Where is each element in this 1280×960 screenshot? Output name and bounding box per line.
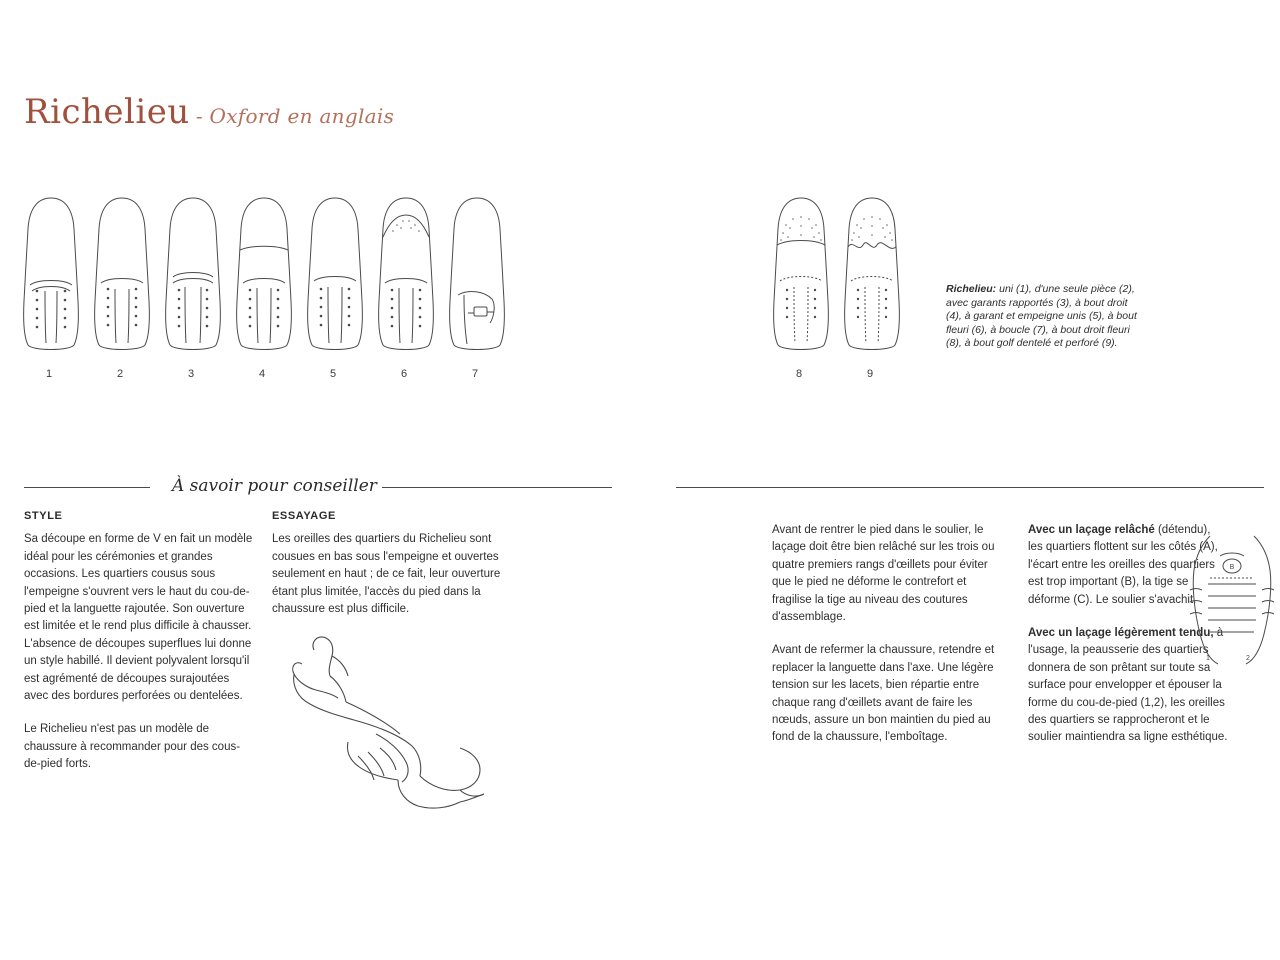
svg-text:2: 2 [1246,655,1250,662]
lacing-left-paragraph-2: Avant de refermer la chaussure, retendre et replacer la languette dans l'axe. Une légère tension sur les lacets, bien répartie entre chaque rang d'œillets avant de faire les nœuds, assure un bon maintien du pied au fond de la chaussure, l'emboîtage. [772,644,995,744]
section-heading: À savoir pour conseiller [164,476,385,496]
figure-number: 9 [867,368,874,380]
shoe-figures-right [768,195,938,355]
column-heading-essayage: ESSAYAGE [272,510,336,522]
figure-number: 3 [188,368,195,380]
figure-number: 5 [330,368,337,380]
column-heading-style: STYLE [24,510,63,522]
lacing-tension-diagram [1180,530,1280,670]
figure-number: 4 [259,368,266,380]
figure-numbers-right [768,368,938,384]
column-lacing-left [772,522,1004,747]
figure-caption-lead: Richelieu: [946,283,997,295]
lacing-right-lead-1: Avec un laçage relâché [1028,524,1155,536]
divider-rule [382,487,612,488]
page-title [24,92,394,132]
figure-number: 1 [46,368,53,380]
lacing-right-text-1: (détendu), les quartiers flottent sur les côtés (A), l'écart entre les oreilles des quartiers est trop important (B), la tige se déforme (C). Le soulier s'avachit. [1028,524,1218,606]
shoe-figure-7 [444,195,510,353]
divider-rule [24,487,150,488]
figure-number: 7 [472,368,479,380]
lacing-left-paragraph-1: Avant de rentrer le pied dans le soulier, le laçage doit être bien relâché sur les trois ou quatre premiers rangs d'œillets pour éviter que le pied ne déforme le contrefort et fragilise la tige au niveau des coutures d'assemblage. [772,524,995,624]
figure-number: 8 [796,368,803,380]
shoe-figure-6 [373,195,439,353]
essayage-paragraph-1: Les oreilles des quartiers du Richelieu sont cousues en bas sous l'empeigne et ouvertes seulement en haut ; de ce fait, leur ouverture étant plus limitée, l'accès du pied dans la chaussure est plus difficile. [272,533,501,616]
shoe-figure-5 [302,195,368,353]
style-paragraph-2: Le Richelieu n'est pas un modèle de chaussure à recommander pour des cous-de-pied forts. [24,723,241,771]
section-divider-right [676,478,1264,498]
shoe-figure-3 [160,195,226,353]
section-divider-left [24,478,612,498]
figure-number: 6 [401,368,408,380]
title-subtitle: - Oxford en anglais [195,104,395,128]
shoe-figure-4 [231,195,297,353]
style-paragraph-1: Sa découpe en forme de V en fait un modèle idéal pour les cérémonies et grandes occasions. Les quartiers cousus sous l'empeigne s'ouvrent vers le haut du cou-de-pied et la languette rajoutée. Son ouverture est limitée et le rend plus difficile à chausser. L'absence de découpes superflues lui donne un style habillé. Il devient polyvalent lorsqu'il est agrémenté de découpes surajoutées avec des bordures perforées ou dentelées. [24,533,253,703]
svg-text:B: B [1229,564,1235,571]
figure-caption-text: uni (1), d'une seule pièce (2), avec garants rapportés (3), à bout droit (4), à garant et empeigne unis (5), à bout fleuri (6), à boucle (7), à bout droit fleuri (8), à bout golf dentelé et perforé (9). [946,283,1137,349]
lacing-right-lead-2: Avec un laçage légèrement tendu, [1028,627,1214,640]
figure-caption [946,283,1146,351]
lacing-right-text-2: à l'usage, la peausserie des quartiers donnera de son prêtant sur toute sa surface pour envelopper et épouser la forme du cou-de-pied (1,2), les oreilles des quartiers se rapprocheront et le soulier maintiendra sa ligne esthétique. [1028,627,1228,744]
svg-text:1: 1 [1206,655,1210,662]
shoe-figure-8 [768,195,834,353]
figure-number: 2 [117,368,124,380]
shoe-figures-left [18,195,538,355]
hands-lacing-illustration [280,630,510,830]
title-main: Richelieu [24,92,190,132]
divider-rule [676,487,1264,488]
shoe-figure-1 [18,195,84,353]
shoe-figure-2 [89,195,155,353]
shoe-figure-9 [839,195,905,353]
figure-numbers-left [18,368,538,384]
column-essayage [272,508,512,618]
column-style [24,508,254,774]
